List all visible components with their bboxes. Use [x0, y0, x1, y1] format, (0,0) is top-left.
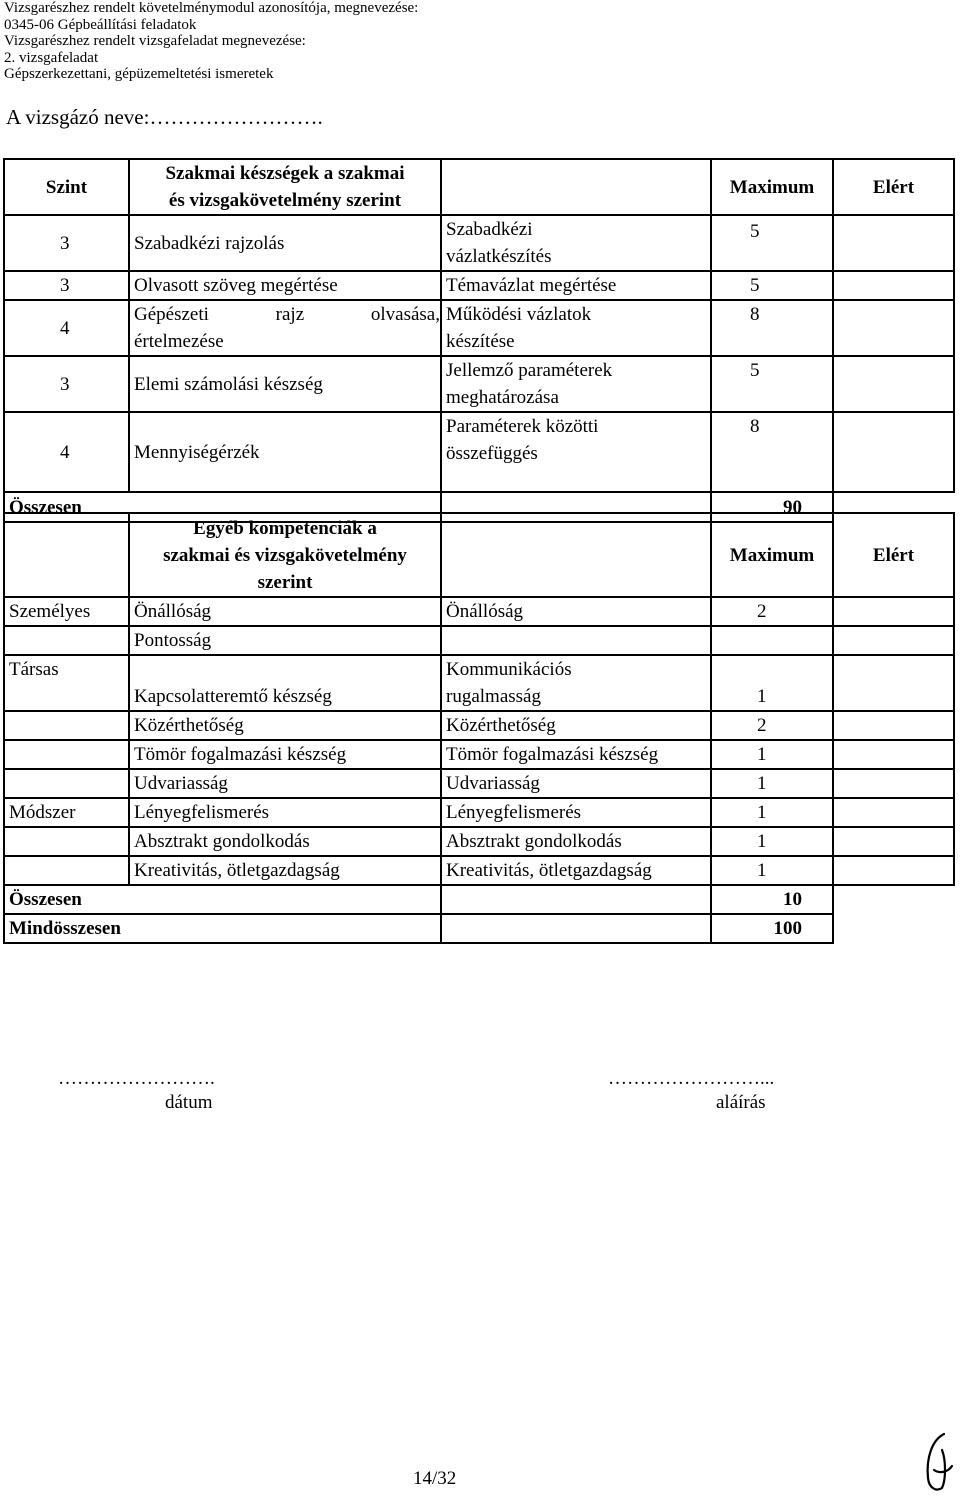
task-cell: Témavázlat megértése — [441, 271, 711, 300]
table-row — [4, 769, 954, 798]
task-cell: Jellemző paraméterek meghatározása — [441, 356, 711, 412]
grand-total-value: 100 — [711, 914, 833, 943]
level-header: Szint — [4, 159, 129, 215]
achieved-cell — [833, 856, 954, 885]
total-row — [4, 885, 954, 914]
competency-cell: Pontosság — [129, 626, 441, 655]
header-line: Vizsgarészhez rendelt vizsgafeladat megnevezése: — [4, 33, 306, 49]
signature-dots: ……………………... — [608, 1068, 775, 1089]
achieved-cell — [833, 711, 954, 740]
competency-cell: Önállóság — [129, 597, 441, 626]
table-row — [4, 626, 954, 655]
date-label: dátum — [165, 1092, 213, 1113]
skill-cell: Elemi számolási készség — [129, 356, 441, 412]
max-cell: 5 — [711, 356, 833, 412]
task-cell: Paraméterek közötti összefüggés — [441, 412, 711, 492]
total-label: Összesen — [4, 492, 441, 522]
date-dots: ……………………. — [58, 1068, 215, 1089]
table-row — [4, 827, 954, 856]
total-achieved-empty — [833, 885, 954, 914]
skill-cell: Szabadkézi rajzolás — [129, 215, 441, 271]
achieved-cell — [833, 655, 954, 711]
grand-total-achieved-empty — [833, 914, 954, 943]
task-cell: Kommunikációs rugalmasság — [441, 655, 711, 711]
task-cell: Tömör fogalmazási készség — [441, 740, 711, 769]
max-cell: 1 — [711, 798, 833, 827]
group-cell — [4, 827, 129, 856]
achieved-cell — [833, 215, 954, 271]
table-row — [4, 271, 954, 300]
table-row — [4, 300, 954, 356]
group-cell — [4, 856, 129, 885]
max-cell: 1 — [711, 827, 833, 856]
max-cell: 1 — [711, 655, 833, 711]
competency-cell: Absztrakt gondolkodás — [129, 827, 441, 856]
skills-header: Szakmai készségek a szakmai és vizsgakövetelmény szerint — [129, 159, 441, 215]
group-cell — [4, 740, 129, 769]
group-cell — [4, 769, 129, 798]
professional-skills-table — [3, 158, 955, 523]
task-cell: Kreativitás, ötletgazdagság — [441, 856, 711, 885]
achieved-cell — [833, 827, 954, 856]
achieved-header: Elért — [833, 159, 954, 215]
max-cell: 5 — [711, 271, 833, 300]
achieved-cell — [833, 626, 954, 655]
table-row — [4, 597, 954, 626]
group-cell: Módszer — [4, 798, 129, 827]
group-cell — [4, 711, 129, 740]
task-cell — [441, 626, 711, 655]
header-line: 2. vizsgafeladat — [4, 49, 99, 66]
group-cell: Társas — [4, 655, 129, 711]
competency-cell: Tömör fogalmazási készség — [129, 740, 441, 769]
header-line: Vizsgarészhez rendelt követelménymodul azonosítója, megnevezése: — [4, 0, 419, 16]
total-value: 10 — [711, 885, 833, 914]
achieved-cell — [833, 769, 954, 798]
competency-cell: Kapcsolatteremtő készség — [129, 655, 441, 711]
grand-total-row — [4, 914, 954, 943]
achieved-cell — [833, 798, 954, 827]
task-cell: Önállóság — [441, 597, 711, 626]
competency-header: Egyéb kompetenciák a szakmai és vizsgakövetelmény szerint — [129, 513, 441, 597]
group-header-empty — [4, 513, 129, 597]
total-value: 90 — [711, 492, 833, 522]
task-cell: Szabadkézi vázlatkészítés — [441, 215, 711, 271]
page-number: 14/32 — [413, 1468, 457, 1489]
total-label: Összesen — [4, 885, 441, 914]
achieved-cell — [833, 740, 954, 769]
grand-total-label: Mindösszesen — [4, 914, 441, 943]
achieved-cell — [833, 597, 954, 626]
max-cell: 2 — [711, 711, 833, 740]
task-header-empty — [441, 513, 711, 597]
max-cell: 1 — [711, 856, 833, 885]
table-row — [4, 740, 954, 769]
handwritten-mark-icon — [922, 1430, 956, 1496]
document-header — [4, 0, 418, 83]
level-cell: 3 — [4, 271, 129, 300]
table-row — [4, 655, 954, 711]
competency-cell: Közérthetőség — [129, 711, 441, 740]
achieved-header: Elért — [833, 513, 954, 597]
level-cell: 3 — [4, 356, 129, 412]
skill-cell: Mennyiségérzék — [129, 412, 441, 492]
candidate-name-label: A vizsgázó neve:……………………. — [6, 105, 323, 129]
table-row — [4, 856, 954, 885]
table-row — [4, 412, 954, 492]
group-cell: Személyes — [4, 597, 129, 626]
skill-cell: Gépészeti rajz olvasása, értelmezése — [129, 300, 441, 356]
table-row — [4, 711, 954, 740]
competency-cell: Lényegfelismerés — [129, 798, 441, 827]
task-cell: Lényegfelismerés — [441, 798, 711, 827]
level-cell: 4 — [4, 300, 129, 356]
max-cell — [711, 626, 833, 655]
competency-cell: Kreativitás, ötletgazdagság — [129, 856, 441, 885]
max-cell: 8 — [711, 412, 833, 492]
achieved-cell — [833, 356, 954, 412]
level-cell: 4 — [4, 412, 129, 492]
maximum-header: Maximum — [711, 513, 833, 597]
task-cell: Udvariasság — [441, 769, 711, 798]
max-cell: 2 — [711, 597, 833, 626]
signature-label: aláírás — [716, 1092, 766, 1113]
total-empty — [441, 885, 711, 914]
max-cell: 1 — [711, 740, 833, 769]
table-row — [4, 356, 954, 412]
table-row — [4, 798, 954, 827]
achieved-cell — [833, 300, 954, 356]
level-cell: 3 — [4, 215, 129, 271]
header-line: 0345-06 Gépbeállítási feladatok — [4, 16, 197, 33]
achieved-cell — [833, 412, 954, 492]
header-line: Gépszerkezettani, gépüzemeltetési ismeretek — [4, 66, 274, 82]
task-header-empty — [441, 159, 711, 215]
achieved-cell — [833, 271, 954, 300]
group-cell — [4, 626, 129, 655]
grand-total-empty — [441, 914, 711, 943]
skill-cell: Olvasott szöveg megértése — [129, 271, 441, 300]
max-cell: 5 — [711, 215, 833, 271]
task-cell: Működési vázlatok készítése — [441, 300, 711, 356]
task-cell: Absztrakt gondolkodás — [441, 827, 711, 856]
table-row — [4, 215, 954, 271]
max-cell: 1 — [711, 769, 833, 798]
other-competencies-table — [3, 512, 955, 944]
task-cell: Közérthetőség — [441, 711, 711, 740]
competency-cell: Udvariasság — [129, 769, 441, 798]
max-cell: 8 — [711, 300, 833, 356]
maximum-header: Maximum — [711, 159, 833, 215]
